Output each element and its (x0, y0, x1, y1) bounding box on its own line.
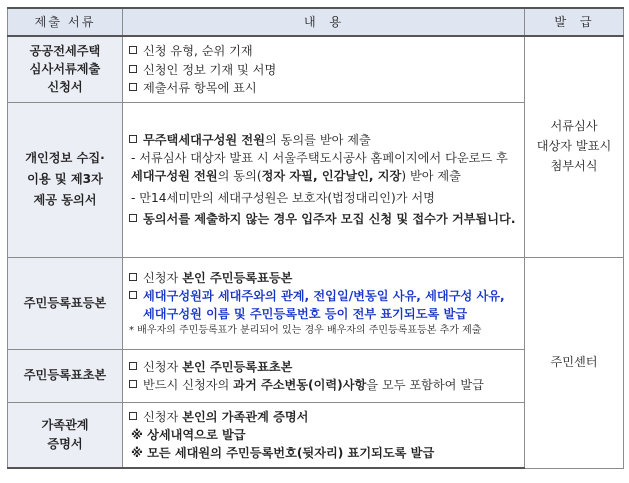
issuance-community-center: 주민센터 (525, 257, 624, 468)
checkbox-icon (129, 83, 137, 91)
row-title: 주민등록표초본 (8, 349, 123, 402)
checkbox-icon (129, 135, 137, 143)
row-title: 주민등록표등본 (8, 257, 123, 349)
document-submission-table (7, 7, 624, 469)
checkbox-icon (129, 214, 137, 222)
table-header-row (8, 8, 624, 36)
checkbox-icon (129, 412, 137, 420)
checkbox-icon (129, 380, 137, 388)
checkbox-icon (129, 65, 137, 73)
issuance-attachment: 서류심사 대상자 발표시 첨부서식 (525, 36, 624, 257)
checkbox-icon (129, 46, 137, 54)
row-content: 신청자 본인의 가족관계 증명서 ※ 상세내역으로 발급 ※ 모든 세대원의 주민등록번호(뒷자리) 표기되도록 발급 (123, 402, 525, 468)
row-title: 공공전세주택 심사서류제출 신청서 (8, 36, 123, 102)
checkbox-icon (129, 291, 137, 299)
row-content: 무주택세대구성원 전원의 동의를 받아 제출 - 서류심사 대상자 발표 시 서울주택도시공사 홈페이지에서 다운로드 후 세대구성원 전원의 동의(정자 자필, 인감날인, 지장) 받아 제출 - 만14세미만의 세대구성원은 보호자(법정대리인)가 서명 동의서를 제출하지 않는 경우 입주자 모집 신청 및 접수가 거부됩니다. (123, 102, 525, 257)
header-issuance: 발 급 (525, 8, 624, 36)
row-content: 신청자 본인 주민등록표초본 반드시 신청자의 과거 주소변동(이력)사항을 모두 포함하여 발급 (123, 349, 525, 402)
header-documents: 제출 서류 (8, 8, 123, 36)
table-row (8, 36, 624, 102)
checkbox-icon (129, 362, 137, 370)
checkbox-icon (129, 273, 137, 281)
note-text: * 배우자의 주민등록표가 분리되어 있는 경우 배우자의 주민등록표등본 추가 제출 (129, 325, 482, 337)
row-title: 가족관계 증명서 (8, 402, 123, 468)
row-title: 개인정보 수집· 이용 및 제3자 제공 동의서 (8, 102, 123, 257)
table-row (8, 257, 624, 349)
header-content: 내 용 (123, 8, 525, 36)
row-content: 신청자 본인 주민등록표등본 세대구성원과 세대주와의 관계, 전입일/변동일 사유, 세대구성 사유, 세대구성원 이름 및 주민등록번호 등이 전부 표기되도록 발급 * 배우자의 주민등록표가 분리되어 있는 경우 배우자의 주민등록표등본 추가 제출 (123, 257, 525, 349)
row-content: 신청 유형, 순위 기재 신청인 정보 기재 및 서명 제출서류 항목에 표시 (123, 36, 525, 102)
